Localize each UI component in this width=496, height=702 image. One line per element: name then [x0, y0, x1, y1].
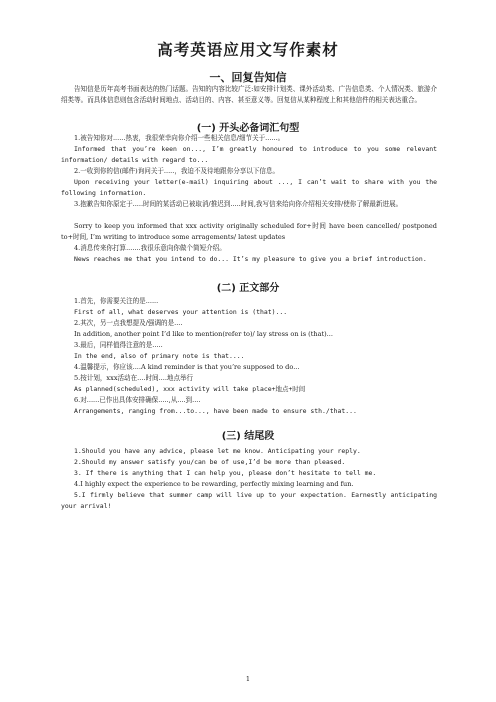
page-number: 1 [245, 675, 251, 683]
closing-line-2: 2.Should my answer satisfy you/can be of use,I’d be more than pleased. [74, 458, 346, 466]
body-line-3-en: In the end, also of primary note is that.... [74, 352, 245, 360]
subsection-heading-opening: (一) 开头必备词汇句型 [196, 123, 300, 134]
opening-line-1-en: Informed that you’re keen on..., I’m greatly honoured to introduce to you some relevant information/ details with regard to... [61, 145, 437, 164]
opening-line-4-cn: 4.消息传来你打算.......我很乐意向你做个简短介绍。 [74, 244, 226, 252]
opening-line-1-cn: 1.被告知你对......热衷，我很荣幸向你介绍一些相关信息/细节关于......。 [74, 134, 285, 142]
body-line-6-en: Arrangements, ranging from...to..., have been made to ensure sth./that... [74, 407, 357, 415]
opening-line-2-en: Upon receiving your letter(e-mail) inquiring about ..., I can’t wait to share with you the following information. [61, 178, 437, 197]
closing-line-4: 4.I highly expect the experience to be rewarding, perfectly mixing learning and fun. [74, 480, 354, 488]
body-line-3-cn: 3.最后，同样值得注意的是..... [74, 341, 163, 349]
body-line-5-en: As planned(scheduled), xxx activity will take place+地点+时间 [74, 385, 306, 393]
intro-paragraph: 告知信是历年高考书面表达的热门话题。告知的内容比较广泛:如安排计划类、课外活动类、广告信息类、个人情况类、旅游介绍类等。而具体信息则包含活动时间地点、活动目的、内容、甚至意义等。回复信从某种程度上和其他信件的相关表达重合。 [61, 85, 437, 104]
opening-line-3-cn: 3.抱歉告知你原定于.....时间的某活动已被取消/推迟到.....时间,我写信来给向你介绍相关安排/使你了解最新进展。 [74, 200, 403, 208]
opening-line-3-en: Sorry to keep you informed that xxx activity originally scheduled for+时间 have been cancelled/ postponed to+时间, I’m writing to introduce some arragements/ latest updates [61, 222, 437, 241]
subsection-heading-body: (二) 正文部分 [216, 283, 280, 294]
body-line-5-cn: 5.按计划，xxx活动在....时间....地点举行 [74, 374, 194, 382]
section-heading: 一、回复告知信 [209, 71, 287, 84]
closing-line-1: 1.Should you have any advice, please let me know. Anticipating your reply. [74, 447, 361, 455]
body-line-2-cn: 2.其次，另一点我想提及/强调的是.... [74, 319, 183, 327]
body-line-6-cn: 6.对......已作出具体安排确保.....,从....到.... [74, 396, 201, 404]
closing-line-5: 5.I firmly believe that summer camp will live up to your expectation. Earnestly anticipating your arrival! [61, 491, 437, 510]
subsection-heading-closing: (三) 结尾段 [221, 431, 275, 442]
document-title: 高考英语应用文写作素材 [157, 41, 339, 59]
opening-line-4-en: News reaches me that you intend to do... It’s my pleasure to give you a brief introduction. [74, 255, 427, 263]
opening-line-2-cn: 2.一收到你的信(邮件)询问关于.....，我迫不及待地跟你分享以下信息。 [74, 167, 280, 175]
body-line-2-en: In addition, another point I’d like to mention(refer to)/ lay stress on is (that)... [74, 330, 333, 338]
body-line-1-en: First of all, what deserves your attention is (that)... [74, 308, 288, 316]
body-line-4: 4.温馨提示，你应该....A kind reminder is that you’re supposed to do... [74, 363, 300, 371]
closing-line-3: 3. If there is anything that I can help you, please don’t hesitate to tell me. [74, 469, 377, 477]
body-line-1-cn: 1.首先，你需要关注的是...... [74, 297, 159, 305]
